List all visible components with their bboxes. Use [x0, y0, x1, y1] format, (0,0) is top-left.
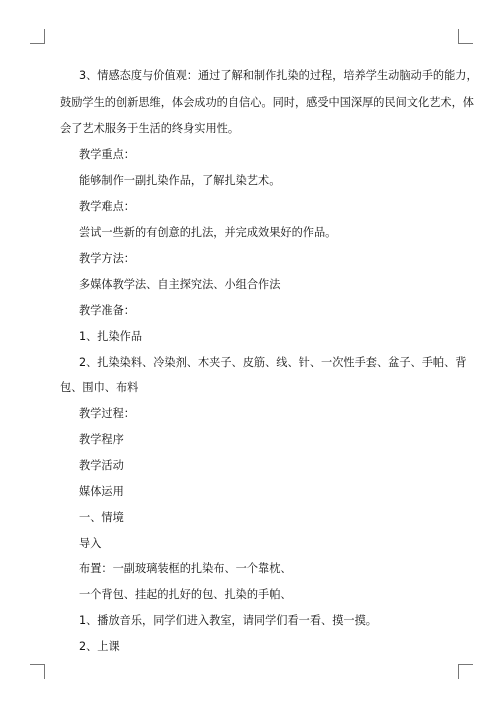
paragraph-line: 导入: [79, 537, 102, 550]
paragraph-line: 多媒体教学法、自主探究法、小组合作法: [79, 278, 281, 291]
paragraph-line: 教学程序: [79, 433, 124, 446]
paragraph-line: 一个背包、挂起的扎好的包、扎染的手帕、: [79, 588, 292, 601]
list-item: 2、扎染染料、冷染剂、木夹子、皮筋、线、针、一次性手套、盆子、手帕、背: [79, 356, 467, 369]
crop-mark-bottom-left: [30, 664, 45, 679]
section-heading: 教学过程：: [79, 407, 135, 420]
paragraph-line: 尝试一些新的有创意的扎法，并完成效果好的作品。: [79, 226, 337, 239]
list-item-continued: 包、围巾、布料: [60, 381, 139, 394]
crop-mark-top-right: [458, 29, 473, 44]
crop-mark-top-left: [30, 29, 45, 44]
section-heading: 教学方法：: [79, 252, 135, 265]
paragraph-line: 教学活动: [79, 459, 124, 472]
paragraph-line: 会了艺术服务于生活的终身实用性。: [60, 122, 240, 135]
paragraph-line: 鼓励学生的创新思维，体会成功的自信心。同时，感受中国深厚的民间文化艺术，体: [60, 96, 474, 109]
paragraph-line: 布置：一副玻璃装框的扎染布、一个靠枕、: [79, 562, 292, 575]
paragraph-line: 能够制作一副扎染作品，了解扎染艺术。: [79, 174, 281, 187]
paragraph-line: 一、情境: [79, 511, 124, 524]
paragraph-line: 2、上课: [79, 640, 120, 653]
section-heading: 教学重点：: [79, 148, 135, 161]
paragraph-line: 3、情感态度与价值观：通过了解和制作扎染的过程，培养学生动脑动手的能力，: [79, 69, 478, 82]
list-item: 1、扎染作品: [79, 330, 143, 343]
section-heading: 教学准备：: [79, 304, 135, 317]
section-heading: 教学难点：: [79, 200, 135, 213]
paragraph-line: 1、播放音乐，同学们进入教室，请同学们看一看、摸一摸。: [79, 614, 377, 627]
crop-mark-bottom-right: [458, 664, 473, 679]
paragraph-line: 媒体运用: [79, 485, 124, 498]
